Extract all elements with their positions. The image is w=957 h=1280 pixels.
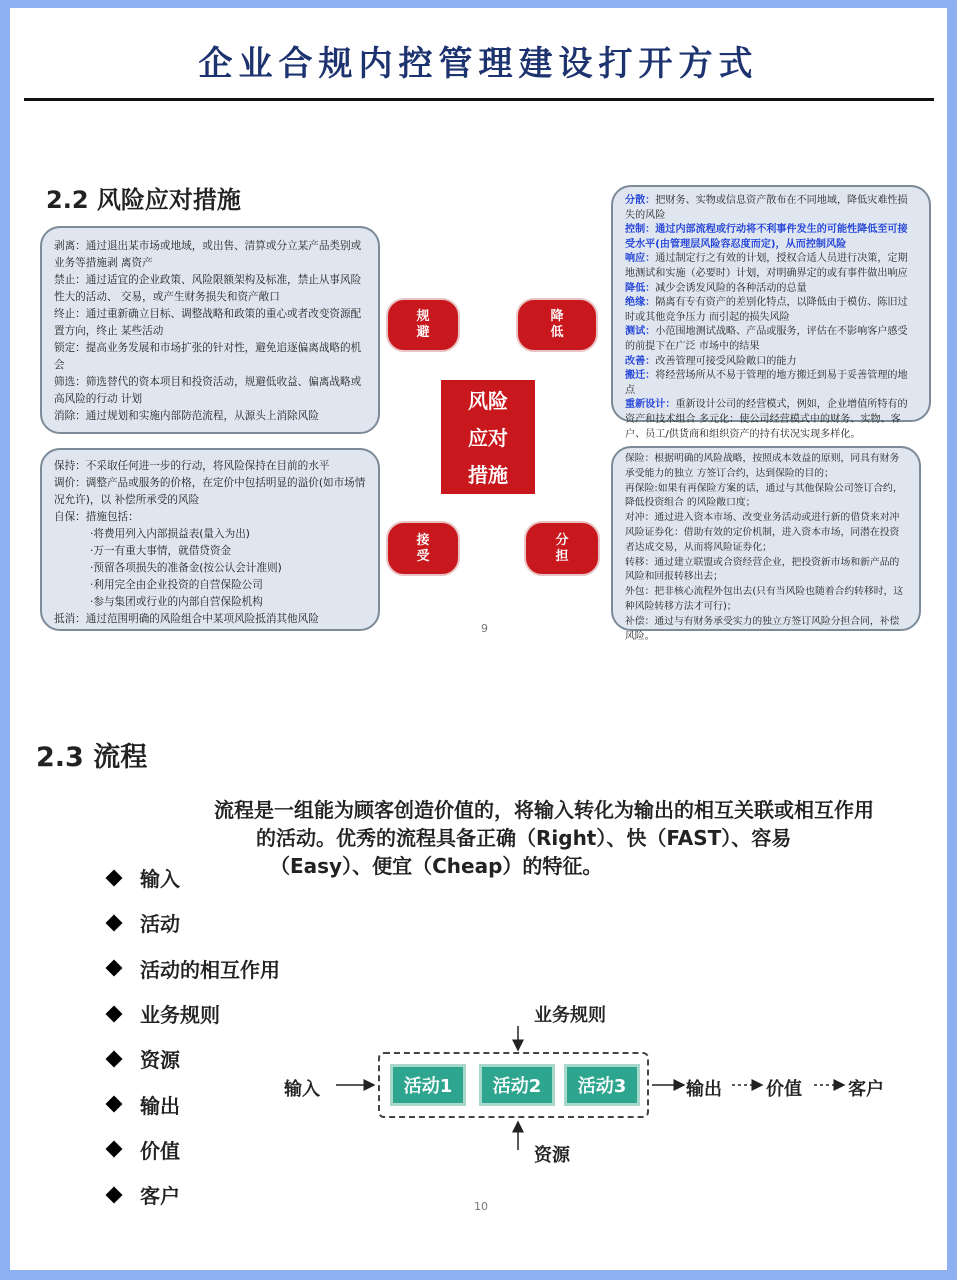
process-element-item xyxy=(106,1127,280,1172)
reduce-measure-key: 改善： xyxy=(625,355,656,367)
diamond-bullet-icon xyxy=(106,914,123,931)
flow-resources-label: 资源 xyxy=(534,1145,570,1166)
diamond-bullet-icon xyxy=(106,960,123,977)
avoid-label: 规避 xyxy=(416,309,430,340)
avoid-measure-item: 终止：通过重新确立目标、调整战略和政策的重心或者改变资源配置方向，终止 某些活动 xyxy=(54,308,362,337)
flow-customer-label: 客户 xyxy=(848,1079,884,1100)
process-element-label: 客户 xyxy=(140,1184,180,1209)
avoid-measure-item: 锁定：提高业务发展和市场扩张的针对性，避免追逐偏离战略的机会 xyxy=(54,342,362,371)
title-divider xyxy=(24,98,934,101)
flow-output-label: 输出 xyxy=(686,1079,722,1100)
reduce-measure-key: 降低： xyxy=(625,282,656,294)
process-element-label: 活动的相互作用 xyxy=(140,957,280,982)
avoid-measure-item: 筛选：筛选替代的资本项目和投资活动，规避低收益、偏离战略或高风险的行动 计划 xyxy=(54,376,362,405)
process-element-label: 输入 xyxy=(140,867,180,892)
process-element-item xyxy=(106,1036,280,1081)
flow-input-label: 输入 xyxy=(284,1079,320,1100)
diamond-bullet-icon xyxy=(106,1141,123,1158)
reduce-measure-key: 控制： xyxy=(625,224,656,236)
process-element-item xyxy=(106,1081,280,1126)
avoid-measure-item: 剥离：通过退出某市场或地域，或出售、清算或分立某产品类别或业务等措施剥 离资产 xyxy=(54,240,362,269)
center-label-line: 风险 xyxy=(468,389,508,413)
reduce-measure-key: 绝缘： xyxy=(625,297,656,309)
process-element-list xyxy=(106,855,280,1217)
reduce-button[interactable] xyxy=(516,298,598,352)
definition-line: 的活动。优秀的流程具备正确（Right）、快（FAST）、容易 xyxy=(256,826,792,850)
reduce-measure-item xyxy=(625,194,917,223)
process-element-label: 资源 xyxy=(140,1048,180,1073)
reduce-measure-item xyxy=(625,223,917,252)
process-element-label: 业务规则 xyxy=(140,1003,220,1028)
reduce-measure-key: 重新设计： xyxy=(625,399,676,411)
process-element-item xyxy=(106,1172,280,1217)
activity-2: 活动2 xyxy=(479,1064,555,1106)
reduce-measure-key: 分散： xyxy=(625,195,656,206)
reduce-measure-item xyxy=(625,369,917,398)
flow-value-label: 价值 xyxy=(766,1079,802,1100)
reduce-measure-key: 搬迁： xyxy=(625,370,656,382)
process-element-item xyxy=(106,991,280,1036)
self-insurance-sub-item: ·万一有重大事情，就借贷资金 xyxy=(90,545,232,557)
flow-rules-label: 业务规则 xyxy=(534,1005,606,1026)
reduce-measure-item xyxy=(625,355,917,370)
reduce-measure-text: 重新设计公司的经营模式，例如，企业增值所特有的资产和技术组合 多元化：使公司经营模式中的财务、实物、客户、员工/供货商和组织资产的持有状况实现多样化。 xyxy=(625,399,908,440)
page-number: 10 xyxy=(474,1200,488,1213)
reduce-measure-text: 隔离有专有资产的差别化特点，以降低由于模仿、陈旧过时或其他竞争压力 而引起的损失风险 xyxy=(625,297,908,323)
definition-line: （Easy）、便宜（Cheap）的特征。 xyxy=(270,854,603,878)
center-label-line: 应对 xyxy=(468,426,508,450)
self-insurance-sub-item: ·将费用列入内部损益表(量入为出) xyxy=(90,528,250,540)
reduce-label: 降低 xyxy=(550,309,564,340)
page-number: 9 xyxy=(481,622,488,635)
diamond-bullet-icon xyxy=(106,1005,123,1022)
share-measure-item: 再保险:如果有再保险方案的话，通过与其他保险公司签订合约，降低投资组合 的风险敞口度； xyxy=(625,482,903,509)
reduce-measure-text: 将经营场所从不易于管理的地方搬迁到易于妥善管理的地点 xyxy=(625,370,908,396)
process-element-label: 输出 xyxy=(140,1093,180,1118)
reduce-measure-text: 把财务、实物或信息资产散布在不同地域，降低灾难性损失的风险 xyxy=(625,195,908,221)
share-measure-item: 补偿：通过与有财务承受实力的独立方签订风险分担合同，补偿风险。 xyxy=(625,615,900,642)
center-label-line: 措施 xyxy=(468,463,508,487)
share-measure-item: 保险：根据明确的风险战略，按照成本效益的原则，同具有财务承受能力的独立 方签订合约，达到保险的目的； xyxy=(625,453,900,479)
share-measure-item: 转移：通过建立联盟或合资经营企业，把投资新市场和新产品的风险和回报转移出去； xyxy=(625,556,900,583)
reduce-measure-item xyxy=(625,282,917,297)
document-title: 企业合规内控管理建设打开方式 xyxy=(198,44,759,84)
self-insurance-sub-item: ·预留各项损失的准备金(按公认会计准则) xyxy=(90,562,282,574)
self-insurance-sub-item: ·参与集团或行业的内部自营保险机构 xyxy=(90,596,263,608)
reduce-measure-item xyxy=(625,252,917,281)
reduce-measure-item xyxy=(625,296,917,325)
diamond-bullet-icon xyxy=(106,869,123,886)
accept-measures-box xyxy=(40,448,380,631)
avoid-measure-item: 禁止：通过适宜的企业政策、风险限额架构及标准，禁止从事风险性大的活动、 交易，或产生财务损失和资产敞口 xyxy=(54,274,362,303)
reduce-measure-item xyxy=(625,398,917,442)
reduce-measure-key: 响应： xyxy=(625,253,656,265)
reduce-measure-text: 通过内部流程或行动将不利事件发生的可能性降低至可接受水平(由管理层风险容忍度而定)，从而控制风险 xyxy=(625,224,908,250)
reduce-measure-text: 改善管理可接受风险敞口的能力 xyxy=(655,355,797,367)
risk-response-center-box xyxy=(441,380,535,494)
section-2-2-heading: 2.2 风险应对措施 xyxy=(46,186,241,214)
reduce-measure-text: 通过制定行之有效的计划，授权合适人员进行决策，定期地测试和实施（必要时）计划，对明确界定的或有事件做出响应 xyxy=(625,253,908,279)
reduce-measure-key: 测试： xyxy=(625,326,656,338)
process-element-item xyxy=(106,946,280,991)
process-definition xyxy=(214,796,934,880)
share-measure-item: 对冲：通过进入资本市场、改变业务活动或进行新的借贷来对冲风险证券化：借助有效的定价机制，进入资本市场，同潜在投资者达成交易，从而将风险证券化； xyxy=(625,512,900,553)
share-measures-box xyxy=(611,446,921,642)
accept-label: 接受 xyxy=(416,532,430,564)
accept-measure-item: 保持：不采取任何进一步的行动，将风险保持在目前的水平 xyxy=(54,460,330,472)
avoid-button[interactable] xyxy=(386,298,460,352)
section-2-3-heading: 2.3 流程 xyxy=(36,742,148,773)
process-element-label: 活动 xyxy=(140,912,180,937)
share-button[interactable] xyxy=(524,521,600,576)
share-measure-item: 外包：把非核心流程外包出去(只有当风险也随着合约转移时，这种风险转移方法才可行)； xyxy=(625,586,904,612)
diamond-bullet-icon xyxy=(106,1096,123,1113)
reduce-measure-text: 小范围地测试战略、产品或服务，评估在不影响客户感受的前提下在广泛 市场中的结果 xyxy=(625,326,908,352)
accept-measure-item: 抵消：通过范围明确的风险组合中某项风险抵消其他风险 xyxy=(54,613,319,625)
activity-3: 活动3 xyxy=(564,1064,640,1106)
process-element-item xyxy=(106,900,280,945)
diamond-bullet-icon xyxy=(106,1186,123,1203)
avoid-measures-box xyxy=(40,226,380,434)
process-element-label: 价值 xyxy=(140,1138,180,1163)
avoid-measure-item: 消除：通过规划和实施内部防范流程，从源头上消除风险 xyxy=(54,410,319,422)
reduce-measure-item xyxy=(625,325,917,354)
reduce-measure-text: 减少会诱发风险的各种活动的总量 xyxy=(655,282,807,294)
definition-line: 流程是一组能为顾客创造价值的，将输入转化为输出的相互关联或相互作用 xyxy=(214,798,874,822)
diamond-bullet-icon xyxy=(106,1050,123,1067)
share-label: 分担 xyxy=(555,532,569,564)
accept-measure-item: 自保：措施包括： xyxy=(54,511,139,523)
accept-button[interactable] xyxy=(386,521,460,576)
self-insurance-sub-item: ·利用完全由企业投资的自营保险公司 xyxy=(90,579,263,591)
reduce-measures-box xyxy=(611,185,931,440)
activity-1: 活动1 xyxy=(390,1064,466,1106)
process-element-item xyxy=(106,855,280,900)
accept-measure-item: 调价：调整产品或服务的价格，在定价中包括明显的溢价(如市场情况允许)，以 补偿所承受的风险 xyxy=(54,477,366,506)
